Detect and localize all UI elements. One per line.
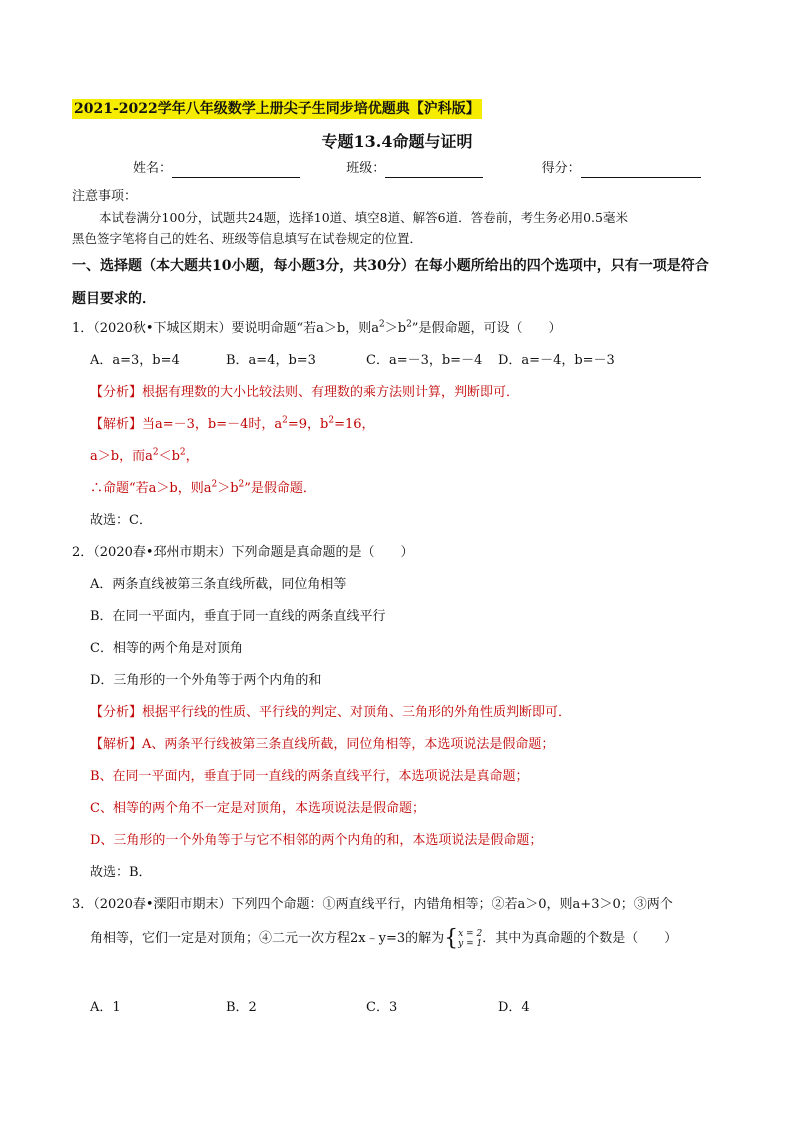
q1-option-c: C．a=－3，b=－4 (366, 353, 483, 368)
q2-solution-a: 【解析】A、两条平行线被第三条直线所截，同位角相等，本选项说法是假命题； (90, 737, 555, 752)
series-banner: 2021-2022学年八年级数学上册尖子生同步培优题典【沪科版】 (74, 101, 480, 117)
notes-line-2: 黑色签字笔将自己的姓名、班级等信息填写在试卷规定的位置． (72, 231, 423, 246)
q2-analysis: 【分析】根据平行线的性质、平行线的判定、对顶角、三角形的外角性质判断即可． (90, 705, 572, 720)
q1-stem-mid: ＞b (384, 321, 407, 336)
q1-sup-2: 2 (406, 319, 412, 330)
q3-sys-line-1: x = 2 (458, 928, 483, 939)
q2-option-b: B．在同一平面内，垂直于同一直线的两条直线平行 (90, 609, 386, 624)
q1-options (90, 352, 615, 370)
section-heading-line-2: 题目要求的． (72, 291, 156, 307)
class-blank (385, 163, 483, 178)
q3-stem-line-2 (90, 926, 677, 952)
q3-stem-line-1: 3．（2020春•溧阳市期末）下列四个命题：①两直线平行，内错角相等；②若a＞0，则a+3＞0；③两个 (72, 897, 673, 912)
q2-stem: 2．（2020春•邳州市期末）下列命题是真命题的是（ ） (72, 545, 414, 560)
name-label: 姓名： (133, 161, 173, 176)
q2-solution-c: C、相等的两个角不一定是对顶角，本选项说法是假命题； (90, 801, 425, 816)
q1-solution-sup-1: 2 (282, 415, 288, 426)
q2-solution-b: B、在同一平面内，垂直于同一直线的两条直线平行，本选项说法是真命题； (90, 769, 529, 784)
q1-line3-post: ， (185, 449, 199, 464)
q2-solution-d: D、三角形的一个外角等于与它不相邻的两个内角的和，本选项说法是假命题； (90, 833, 543, 848)
q1-line3-sup-2: 2 (179, 447, 186, 458)
q3-brace: { (444, 925, 459, 951)
q3-equation-system (458, 929, 482, 949)
q3-option-a: A．1 (90, 1000, 121, 1015)
q1-solution-line-1 (90, 416, 375, 434)
notes-line-1: 本试卷满分100分，试题共24题，选择10道、填空8道、解答6道．答卷前，考生务必用0.5毫米 (99, 210, 628, 225)
q1-line4-pre: ∴命题“若a＞b，则a (90, 481, 212, 496)
q1-line4-mid: ＞b (217, 481, 239, 496)
score-label: 得分： (541, 161, 581, 176)
q3-sys-line-2: y = 1 (458, 938, 483, 949)
student-info-row (133, 160, 701, 178)
q1-line3-mid: ＜b (158, 449, 180, 464)
q1-line4-sup-2: 2 (238, 479, 245, 490)
q3-options (90, 999, 530, 1017)
q3-option-b: B．2 (226, 1000, 257, 1015)
q1-line3-sup-1: 2 (152, 447, 159, 458)
q1-line4-post: ”是假命题． (244, 481, 316, 496)
q1-solution-mid: =9，b (287, 417, 329, 432)
q2-option-a: A．两条直线被第三条直线所截，同位角相等 (90, 577, 347, 592)
q1-solution-post: =16， (334, 417, 375, 432)
q1-solution-line-2 (90, 448, 199, 466)
section-heading-line-1: 一、选择题（本大题共10小题，每小题3分，共30分）在每小题所给出的四个选项中，只有一项是符合 (72, 258, 709, 274)
q3-option-d: D．4 (498, 1000, 530, 1015)
q1-option-b: B．a=4，b=3 (226, 353, 316, 368)
name-blank (172, 163, 300, 178)
score-blank (581, 163, 701, 178)
q1-analysis: 【分析】根据有理数的大小比较法则、有理数的乘方法则计算，判断即可． (90, 385, 520, 400)
q1-solution-pre: 【解析】当a=－3，b=－4时，a (90, 417, 283, 432)
page-title: 专题13.4命题与证明 (321, 132, 473, 151)
q1-stem (72, 320, 561, 338)
q2-answer: 故选：B． (90, 865, 152, 880)
q1-solution-sup-2: 2 (328, 415, 335, 426)
q1-conclusion (90, 480, 316, 498)
q1-stem-pre: 1．（2020秋•下城区期末）要说明命题“若a＞b，则a (72, 321, 379, 336)
q1-sup-1: 2 (379, 319, 385, 330)
q3-stem-post: ．其中为真命题的个数是（ ） (482, 931, 678, 946)
q1-line4-sup-1: 2 (211, 479, 218, 490)
q1-option-d: D．a=－4，b=－3 (498, 353, 615, 368)
q1-line3-pre: a＞b，而a (90, 449, 153, 464)
class-label: 班级： (346, 161, 386, 176)
q2-option-c: C．相等的两个角是对顶角 (90, 641, 243, 656)
q1-stem-post: ”是假命题，可设（ ） (411, 321, 562, 336)
q3-stem-pre: 角相等，它们一定是对顶角；④二元一次方程2x﹣y=3的解为 (90, 931, 445, 946)
q1-option-a: A．a=3，b=4 (90, 353, 180, 368)
q2-option-d: D．三角形的一个外角等于两个内角的和 (90, 673, 322, 688)
notes-heading: 注意事项： (72, 189, 138, 204)
q3-option-c: C．3 (366, 1000, 398, 1015)
q1-answer: 故选：C． (90, 513, 152, 528)
